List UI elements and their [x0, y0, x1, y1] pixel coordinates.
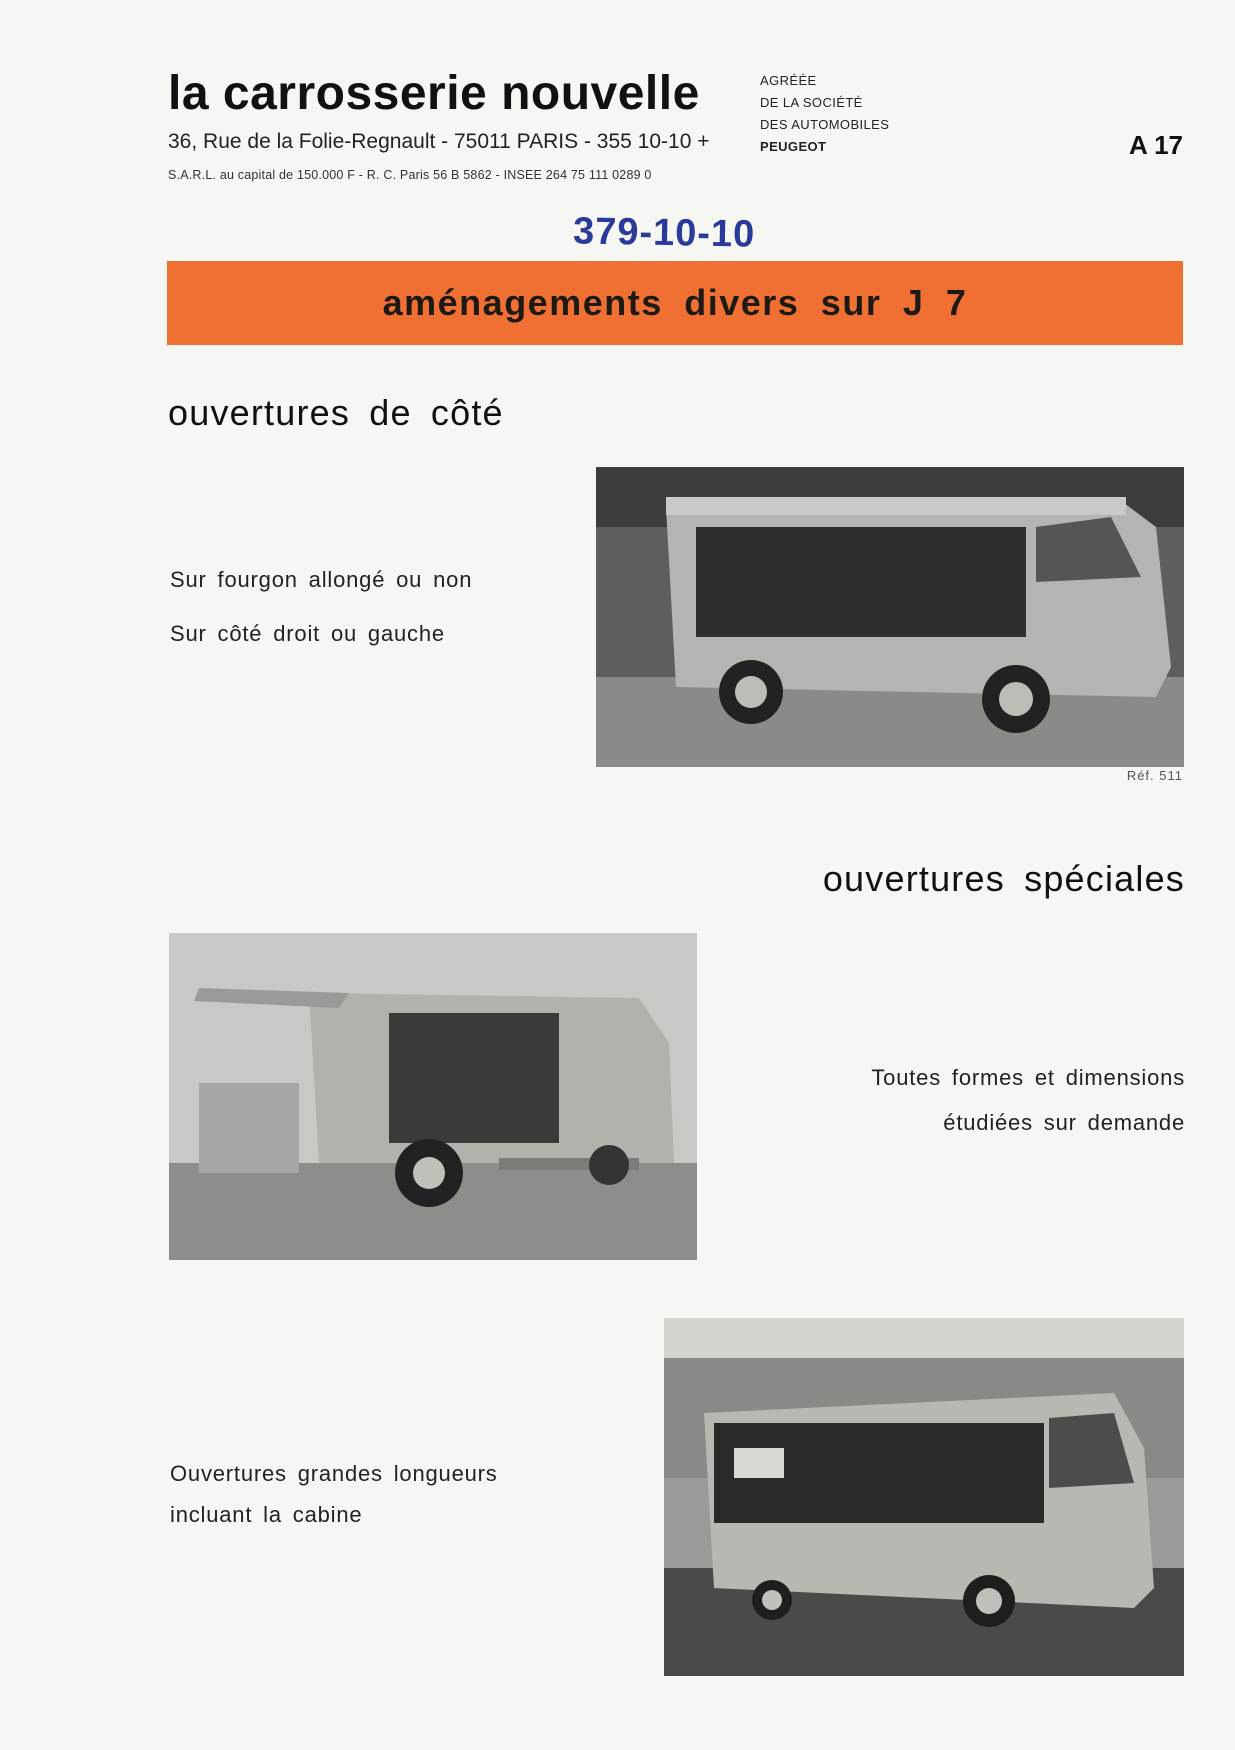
section-description-line: Toutes formes et dimensions [871, 1065, 1185, 1090]
van-special-opening-photo [169, 933, 697, 1260]
title-banner [167, 261, 1183, 345]
section-description-line: étudiées sur demande [943, 1110, 1185, 1135]
approval-line: DES AUTOMOBILES [760, 117, 890, 132]
approval-line: DE LA SOCIÉTÉ [760, 95, 863, 110]
photo-reference: Réf. 511 [1126, 768, 1183, 783]
stamped-phone-number: 379-10-10 [572, 210, 756, 256]
van-long-opening-photo [664, 1318, 1184, 1676]
page-reference: A 17 [1129, 130, 1183, 160]
section-description-line: Ouvertures grandes longueurs [170, 1461, 498, 1486]
company-legal-info: S.A.R.L. au capital de 150.000 F - R. C. Paris 56 B 5862 - INSEE 264 75 111 0289 0 [168, 168, 652, 182]
section-description-line: Sur côté droit ou gauche [170, 621, 445, 646]
company-address: 36, Rue de la Folie-Regnault - 75011 PARIS - 355 10-10 + [168, 130, 710, 153]
van-side-opening-photo [596, 467, 1184, 767]
section-title-side-openings: ouvertures de côté [168, 392, 504, 433]
section-description-line: incluant la cabine [170, 1502, 363, 1527]
banner-title: aménagements divers sur J 7 [382, 282, 968, 323]
section-description-line: Sur fourgon allongé ou non [170, 567, 473, 592]
company-name: la carrosserie nouvelle [168, 67, 700, 120]
approval-block [760, 70, 889, 158]
section-title-special-openings: ouvertures spéciales [822, 858, 1185, 899]
approval-brand: PEUGEOT [760, 139, 827, 154]
approval-line: AGRÉÉE [760, 73, 817, 88]
